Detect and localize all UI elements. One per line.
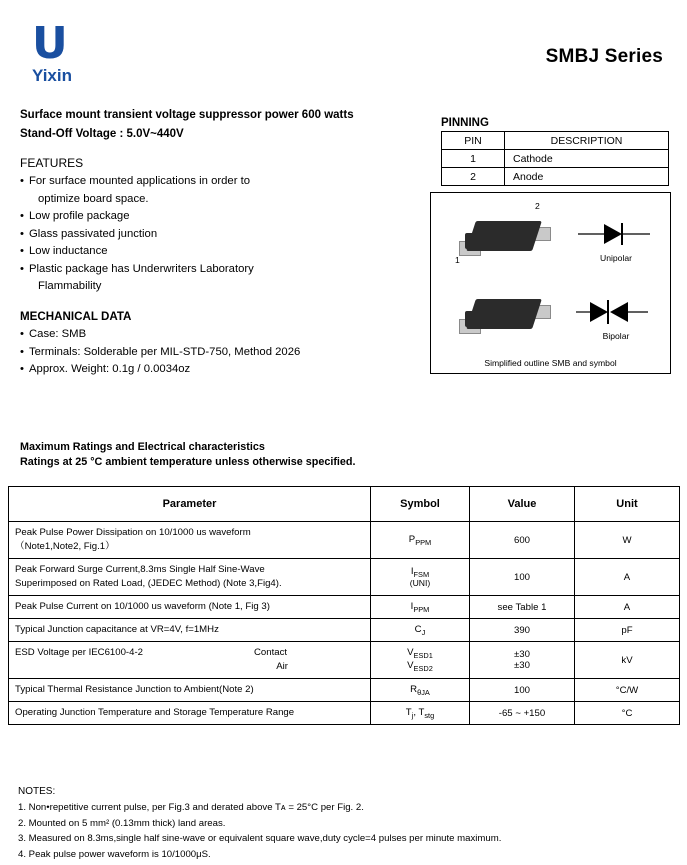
param-line-2: （Note1,Note2, Fig.1）	[15, 541, 115, 552]
table-row	[9, 522, 680, 559]
smb-package-drawing-unipolar	[455, 201, 553, 267]
ratings-subtitle: Ratings at 25 °C ambient temperature unless otherwise specified.	[20, 456, 356, 468]
cell-value: 100	[470, 559, 575, 596]
table-row	[442, 168, 669, 186]
feature-text: Plastic package has Underwriters Laboratory	[29, 262, 254, 275]
cell-pin: 1	[442, 150, 505, 168]
column-header-description: DESCRIPTION	[505, 132, 669, 150]
cell-unit: °C	[575, 702, 680, 725]
specifications-table	[8, 486, 680, 725]
feature-text: Low inductance	[29, 245, 108, 257]
list-item	[20, 361, 420, 379]
cell-parameter	[9, 522, 371, 559]
cell-value: 390	[470, 619, 575, 642]
bullet-icon: •	[20, 262, 24, 275]
mechanical-title: MECHANICAL DATA	[20, 310, 132, 323]
notes-section	[18, 786, 668, 862]
company-logo	[32, 18, 152, 86]
cell-unit: W	[575, 522, 680, 559]
cell-symbol	[371, 619, 470, 642]
cell-symbol	[371, 679, 470, 702]
symbol-extra: , T	[413, 706, 425, 718]
symbol-subscript: FSM	[413, 569, 430, 579]
pin-label-1: 1	[455, 255, 460, 265]
table-row	[9, 559, 680, 596]
cell-unit: °C/W	[575, 679, 680, 702]
param-line-1: Peak Pulse Power Dissipation on 10/1000 us waveform	[15, 527, 251, 538]
table-header-row	[9, 487, 680, 522]
value-line-1: ±30	[514, 649, 530, 660]
bullet-icon: •	[20, 363, 24, 375]
bipolar-label: Bipolar	[602, 331, 630, 341]
note-item: 2. Mounted on 5 mm² (0.13mm thick) land areas.	[18, 817, 226, 829]
mechanical-text: Terminals: Solderable per MIL-STD-750, Method 2026	[29, 345, 301, 358]
param-line-2: Superimposed on Rated Load, (JEDEC Method) (Note 3,Fig4).	[15, 578, 282, 589]
package-body-front	[465, 311, 531, 327]
cell-symbol	[371, 596, 470, 619]
mechanical-text: Approx. Weight: 0.1g / 0.0034oz	[29, 363, 191, 375]
column-header-pin: PIN	[442, 132, 505, 150]
ratings-title: Maximum Ratings and Electrical characteristics	[20, 441, 265, 453]
intro-line-1: Surface mount transient voltage suppressor power 600 watts	[20, 109, 354, 121]
cell-parameter	[9, 679, 371, 702]
table-row	[9, 596, 680, 619]
package-outline-box	[430, 192, 671, 374]
feature-text: Glass passivated junction	[29, 227, 158, 240]
feature-subtext: Flammability	[38, 280, 102, 292]
param-line-1: Peak Forward Surge Current,8.3ms Single Half Sine-Wave	[15, 564, 265, 575]
symbol-main: I	[410, 565, 414, 577]
feature-text: Low profile package	[29, 210, 130, 222]
param-air-label: Air	[276, 661, 288, 672]
cell-parameter	[9, 642, 371, 679]
pinning-title: PINNING	[441, 117, 489, 129]
table-row	[442, 150, 669, 168]
cell-parameter	[9, 559, 371, 596]
list-item	[20, 261, 420, 296]
cell-unit: kV	[575, 642, 680, 679]
notes-title: NOTES:	[18, 786, 56, 797]
symbol-main: V	[407, 647, 414, 659]
cell-symbol	[371, 642, 470, 679]
ratings-heading	[20, 440, 520, 470]
unipolar-label: Unipolar	[599, 253, 632, 263]
table-row	[9, 702, 680, 725]
cell-symbol	[371, 559, 470, 596]
mechanical-list	[20, 326, 420, 379]
features-title: FEATURES	[20, 156, 84, 170]
table-row	[9, 642, 680, 679]
mechanical-text: Case: SMB	[29, 328, 87, 340]
symbol-subscript-extra: stg	[424, 710, 435, 720]
cell-symbol	[371, 522, 470, 559]
bullet-icon: •	[20, 345, 24, 358]
bullet-icon: •	[20, 328, 24, 340]
column-header-value: Value	[470, 487, 575, 522]
note-item: 1. Non•repetitive current pulse, per Fig.3 and derated above Tᴀ = 25°C per Fig. 2.	[18, 802, 364, 813]
symbol-main: P	[408, 533, 416, 545]
list-item	[20, 243, 420, 261]
page-title: SMBJ Series	[545, 46, 663, 67]
symbol-subscript: J	[421, 627, 426, 637]
cell-unit: pF	[575, 619, 680, 642]
cell-value: -65 ~ +150	[470, 702, 575, 725]
param-contact-label: Contact	[254, 647, 288, 658]
pin-label-2: 2	[535, 201, 540, 211]
list-item	[20, 173, 420, 208]
value-line-2: ±30	[514, 660, 530, 671]
cell-value: 600	[470, 522, 575, 559]
symbol-subscript: PPM	[413, 604, 430, 614]
table-row	[9, 679, 680, 702]
logo-company-name: Yixin	[32, 66, 72, 85]
param-line-1: Typical Junction capacitance at VR=4V, f=1MHz	[15, 624, 219, 635]
symbol-main: I	[410, 600, 414, 612]
symbol-main: T	[405, 706, 412, 718]
smb-package-drawing-bipolar	[457, 289, 553, 345]
cell-value	[470, 642, 575, 679]
column-header-symbol: Symbol	[371, 487, 470, 522]
feature-text: For surface mounted applications in order to	[29, 175, 251, 187]
param-line-1: Operating Junction Temperature and Storage Temperature Range	[15, 707, 295, 718]
cell-value: 100	[470, 679, 575, 702]
bullet-icon: •	[20, 227, 24, 240]
symbol-subscript: PPM	[415, 537, 432, 547]
symbol-second-line: (UNI)	[409, 578, 431, 589]
package-caption: Simplified outline SMB and symbol	[484, 358, 617, 368]
cell-pin: 2	[442, 168, 505, 186]
table-header-row	[442, 132, 669, 150]
cell-description: Anode	[505, 168, 669, 186]
symbol-main: R	[410, 683, 418, 695]
cell-parameter	[9, 596, 371, 619]
cell-value: see Table 1	[470, 596, 575, 619]
cell-parameter	[9, 702, 371, 725]
feature-subtext: optimize board space.	[38, 192, 149, 205]
symbol-subscript: θJA	[417, 687, 430, 697]
list-item	[20, 208, 420, 226]
list-item	[20, 326, 420, 344]
note-item: 3. Measured on 8.3ms,single half sine-wave or equivalent square wave,duty cycle=4 pulses per minute maximum.	[18, 833, 502, 845]
logo-mark-icon: U	[32, 18, 67, 69]
bullet-icon: •	[20, 245, 24, 257]
bullet-icon: •	[20, 210, 24, 222]
list-item	[20, 344, 420, 362]
features-list	[20, 173, 420, 296]
page-header	[18, 18, 669, 88]
symbol-subscript: j	[411, 710, 414, 720]
mechanical-section	[20, 310, 420, 379]
column-header-parameter: Parameter	[9, 487, 371, 522]
param-line-1: ESD Voltage per IEC6100-4-2	[15, 647, 143, 658]
symbol-subscript-2: ESD2	[413, 663, 433, 673]
param-line-1: Peak Pulse Current on 10/1000 us waveform (Note 1, Fig 3)	[15, 601, 270, 612]
intro-line-2: Stand-Off Voltage : 5.0V~440V	[20, 128, 184, 140]
cell-unit: A	[575, 596, 680, 619]
list-item	[20, 226, 420, 244]
table-row	[9, 619, 680, 642]
symbol-main-2: V	[407, 660, 414, 671]
bipolar-symbol-icon	[576, 295, 656, 329]
bullet-icon: •	[20, 175, 24, 187]
symbol-subscript: ESD1	[413, 651, 433, 660]
cell-parameter	[9, 619, 371, 642]
note-item: 4. Peak pulse power waveform is 10/1000μS.	[18, 848, 211, 860]
intro-section	[20, 106, 420, 296]
cell-unit: A	[575, 559, 680, 596]
pinning-table	[441, 131, 669, 186]
symbol-main: C	[414, 623, 422, 635]
cell-symbol	[371, 702, 470, 725]
column-header-unit: Unit	[575, 487, 680, 522]
unipolar-symbol-icon	[576, 217, 656, 251]
package-body-front	[465, 233, 531, 249]
cell-description: Cathode	[505, 150, 669, 168]
param-line-1: Typical Thermal Resistance Junction to Ambient(Note 2)	[15, 684, 254, 695]
